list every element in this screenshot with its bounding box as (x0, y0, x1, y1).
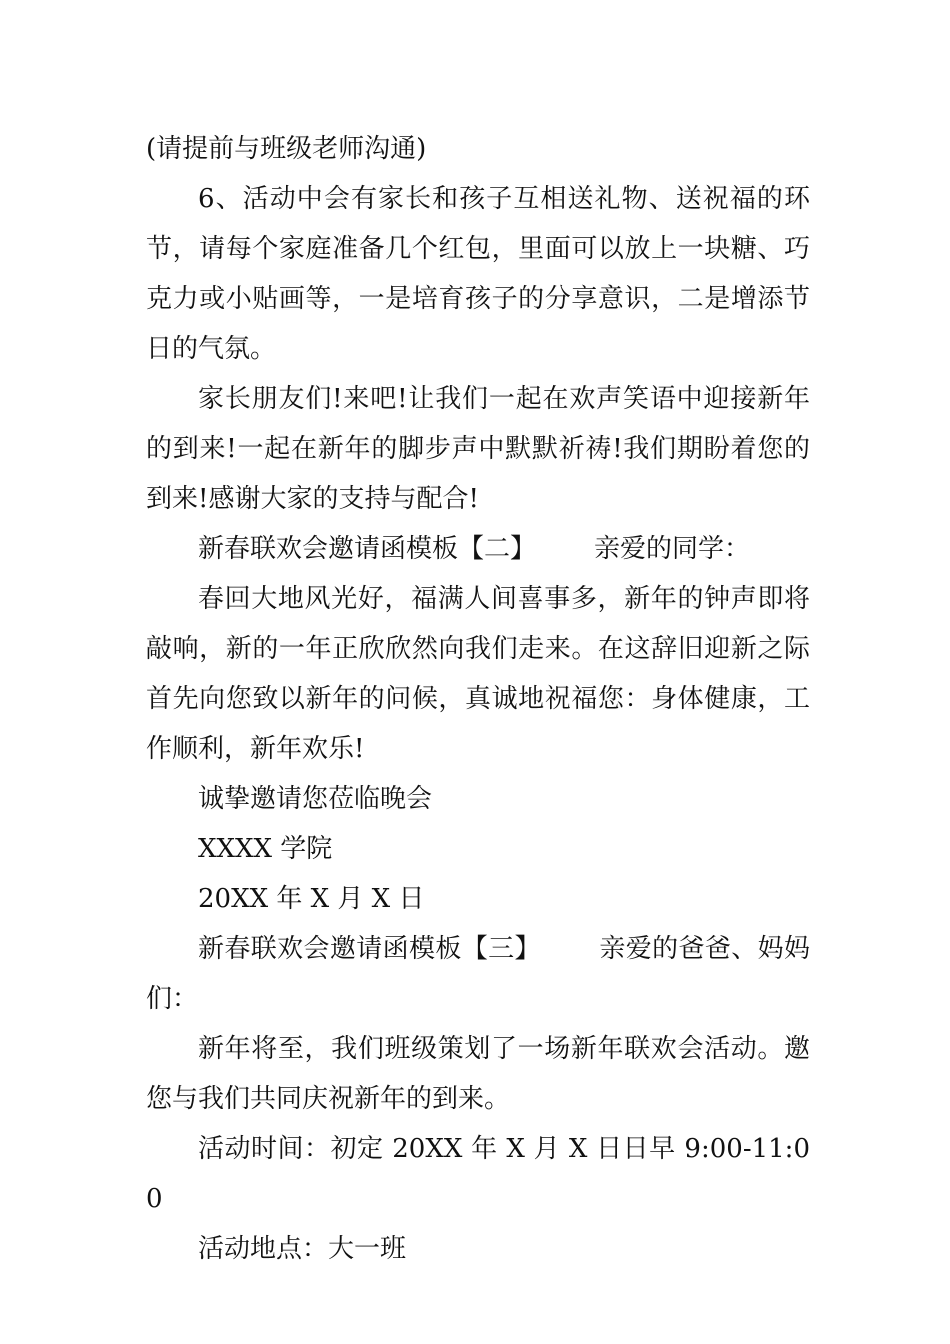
template-two-heading: 新春联欢会邀请函模板【二】 (198, 534, 537, 564)
template-three-heading: 新春联欢会邀请函模板【三】 (198, 934, 541, 964)
document-body (146, 124, 810, 1274)
paragraph-note: (请提前与班级老师沟通) (146, 134, 427, 164)
paragraph-event-time: 活动时间：初定 20XX 年 X 月 X 日日早 9:00-11:00 (146, 1134, 810, 1214)
paragraph-red-envelope: 6、活动中会有家长和孩子互相送礼物、送祝福的环节，请每个家庭准备几个红包，里面可以放上一块糖、巧克力或小贴画等，一是培育孩子的分享意识，二是增添节日的气氛。 (146, 184, 810, 364)
paragraph-sincere-invitation: 诚挚邀请您莅临晚会 (198, 784, 433, 814)
paragraph-date: 20XX 年 X 月 X 日 (198, 884, 425, 914)
template-three-heading-line (146, 924, 810, 1024)
paragraph-new-year-greeting: 春回大地风光好，福满人间喜事多，新年的钟声即将敲响，新的一年正欣欣然向我们走来。在这辞旧迎新之际首先向您致以新年的问候，真诚地祝福您：身体健康，工作顺利，新年欢乐! (146, 584, 810, 764)
paragraph-event-location: 活动地点：大一班 (198, 1234, 407, 1264)
paragraph-event-intro: 新年将至，我们班级策划了一场新年联欢会活动。邀您与我们共同庆祝新年的到来。 (146, 1034, 810, 1114)
paragraph-institution: XXXX 学院 (198, 834, 333, 864)
template-two-heading-line (146, 524, 810, 574)
paragraph-invitation-closing: 家长朋友们!来吧!让我们一起在欢声笑语中迎接新年的到来!一起在新年的脚步声中默默祈祷!我们期盼着您的到来!感谢大家的支持与配合! (146, 384, 810, 514)
template-two-salutation: 亲爱的同学： (594, 534, 751, 564)
template-three-salutation: 亲爱的爸爸、妈妈们： (146, 934, 810, 1014)
